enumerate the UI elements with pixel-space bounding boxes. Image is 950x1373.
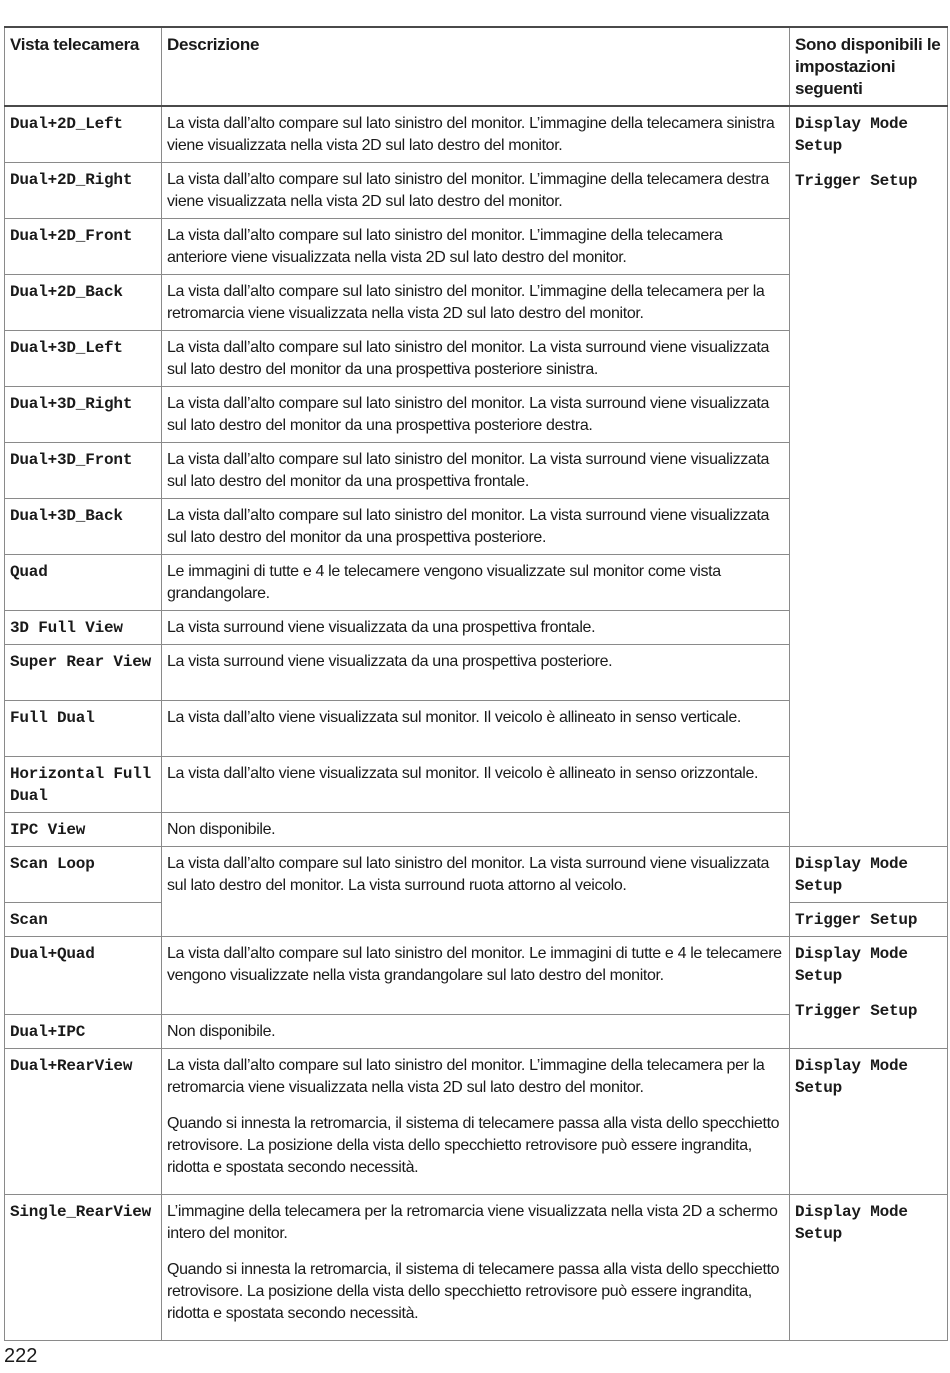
table-row: [5, 937, 948, 1015]
display-mode-setup-setting: Display Mode Setup: [795, 945, 908, 985]
display-mode-setup-setting: Display Mode Setup: [790, 1049, 948, 1195]
camera-view-name: IPC View: [5, 813, 162, 847]
camera-view-name: Dual+3D_Front: [5, 443, 162, 499]
camera-view-description: La vista dall’alto compare sul lato sinistro del monitor. L’immagine della telecamera anteriore viene visualizzata nella vista 2D sul lato destro del monitor.: [162, 219, 790, 275]
camera-view-name: Single_RearView: [5, 1195, 162, 1341]
camera-view-description: [162, 1195, 790, 1341]
page-number: 222: [4, 1345, 38, 1367]
description-paragraph: Quando si innesta la retromarcia, il sistema di telecamere passa alla vista dello specchietto retrovisore. La posizione della vista dello specchietto retrovisore può essere ingrandita, ridotta e spostata secondo necessità.: [167, 1115, 780, 1176]
trigger-setup-setting: Trigger Setup: [795, 1002, 918, 1020]
header-description: Descrizione: [162, 27, 790, 106]
camera-view-name: Super Rear View: [5, 645, 162, 701]
table-row: [5, 847, 948, 903]
camera-view-name: Dual+3D_Back: [5, 499, 162, 555]
camera-view-description: La vista dall’alto compare sul lato sinistro del monitor. La vista surround viene visualizzata sul lato destro del monitor da una prospettiva posteriore destra.: [162, 387, 790, 443]
camera-view-description: [162, 1049, 790, 1195]
camera-view-description: La vista dall’alto compare sul lato sinistro del monitor. La vista surround viene visualizzata sul lato destro del monitor da una prospettiva frontale.: [162, 443, 790, 499]
settings-cell: [790, 106, 948, 847]
display-mode-setup-setting: Display Mode Setup: [790, 847, 948, 903]
table-row: [5, 1195, 948, 1341]
camera-view-name: Dual+2D_Front: [5, 219, 162, 275]
camera-view-name: Scan Loop: [5, 847, 162, 903]
camera-view-name: Dual+3D_Right: [5, 387, 162, 443]
camera-view-description: La vista dall’alto compare sul lato sinistro del monitor. L’immagine della telecamera destra viene visualizzata nella vista 2D sul lato destro del monitor.: [162, 163, 790, 219]
trigger-setup-setting: Trigger Setup: [795, 172, 918, 190]
camera-view-description: La vista dall’alto compare sul lato sinistro del monitor. L’immagine della telecamera per la retromarcia viene visualizzata nella vista 2D sul lato destro del monitor.: [162, 275, 790, 331]
table-row: [5, 1049, 948, 1195]
camera-view-name: Dual+2D_Back: [5, 275, 162, 331]
camera-view-name: Dual+IPC: [5, 1015, 162, 1049]
camera-view-description: Non disponibile.: [162, 813, 790, 847]
description-paragraph: La vista dall’alto compare sul lato sinistro del monitor. L’immagine della telecamera per la retromarcia viene visualizzata nella vista 2D sul lato destro del monitor.: [167, 1057, 765, 1096]
table-header-row: [5, 27, 948, 106]
trigger-setup-setting: Trigger Setup: [790, 903, 948, 937]
camera-view-name: Dual+3D_Left: [5, 331, 162, 387]
camera-view-name: Full Dual: [5, 701, 162, 757]
camera-view-name: Scan: [5, 903, 162, 937]
display-mode-setup-setting: Display Mode Setup: [795, 115, 908, 155]
camera-view-description: La vista surround viene visualizzata da una prospettiva posteriore.: [162, 645, 790, 701]
camera-view-description: La vista dall’alto viene visualizzata sul monitor. Il veicolo è allineato in senso verticale.: [162, 701, 790, 757]
camera-view-name: Horizontal Full Dual: [5, 757, 162, 813]
table-row: [5, 106, 948, 163]
header-camera-view: Vista telecamera: [5, 27, 162, 106]
display-mode-setup-setting: Display Mode Setup: [790, 1195, 948, 1341]
camera-view-name: Quad: [5, 555, 162, 611]
camera-view-description: La vista dall’alto compare sul lato sinistro del monitor. La vista surround viene visualizzata sul lato destro del monitor. La vista surround ruota attorno al veicolo.: [162, 847, 790, 937]
camera-view-name: Dual+2D_Right: [5, 163, 162, 219]
camera-view-description: La vista dall’alto compare sul lato sinistro del monitor. L’immagine della telecamera sinistra viene visualizzata nella vista 2D sul lato destro del monitor.: [162, 106, 790, 163]
camera-view-name: 3D Full View: [5, 611, 162, 645]
camera-view-name: Dual+Quad: [5, 937, 162, 1015]
description-paragraph: Quando si innesta la retromarcia, il sistema di telecamere passa alla vista dello specchietto retrovisore. La posizione della vista dello specchietto retrovisore può essere ingrandita, ridotta e spostata secondo necessità.: [167, 1261, 780, 1322]
header-settings: Sono disponibili le impostazioni seguenti: [790, 27, 948, 106]
camera-view-description: La vista dall’alto compare sul lato sinistro del monitor. Le immagini di tutte e 4 le telecamere vengono visualizzate nella vista grandangolare sul lato destro del monitor.: [162, 937, 790, 1015]
camera-view-name: Dual+2D_Left: [5, 106, 162, 163]
settings-cell: [790, 937, 948, 1049]
page: [4, 26, 947, 1341]
camera-view-description: La vista dall’alto viene visualizzata sul monitor. Il veicolo è allineato in senso orizzontale.: [162, 757, 790, 813]
camera-view-description: La vista surround viene visualizzata da una prospettiva frontale.: [162, 611, 790, 645]
camera-view-name: Dual+RearView: [5, 1049, 162, 1195]
camera-view-description: La vista dall’alto compare sul lato sinistro del monitor. La vista surround viene visualizzata sul lato destro del monitor da una prospettiva posteriore.: [162, 499, 790, 555]
camera-views-table: [4, 26, 948, 1341]
description-paragraph: L’immagine della telecamera per la retromarcia viene visualizzata nella vista 2D a schermo intero del monitor.: [167, 1203, 778, 1242]
camera-view-description: Non disponibile.: [162, 1015, 790, 1049]
camera-view-description: Le immagini di tutte e 4 le telecamere vengono visualizzate sul monitor come vista grandangolare.: [162, 555, 790, 611]
camera-view-description: La vista dall’alto compare sul lato sinistro del monitor. La vista surround viene visualizzata sul lato destro del monitor da una prospettiva posteriore sinistra.: [162, 331, 790, 387]
